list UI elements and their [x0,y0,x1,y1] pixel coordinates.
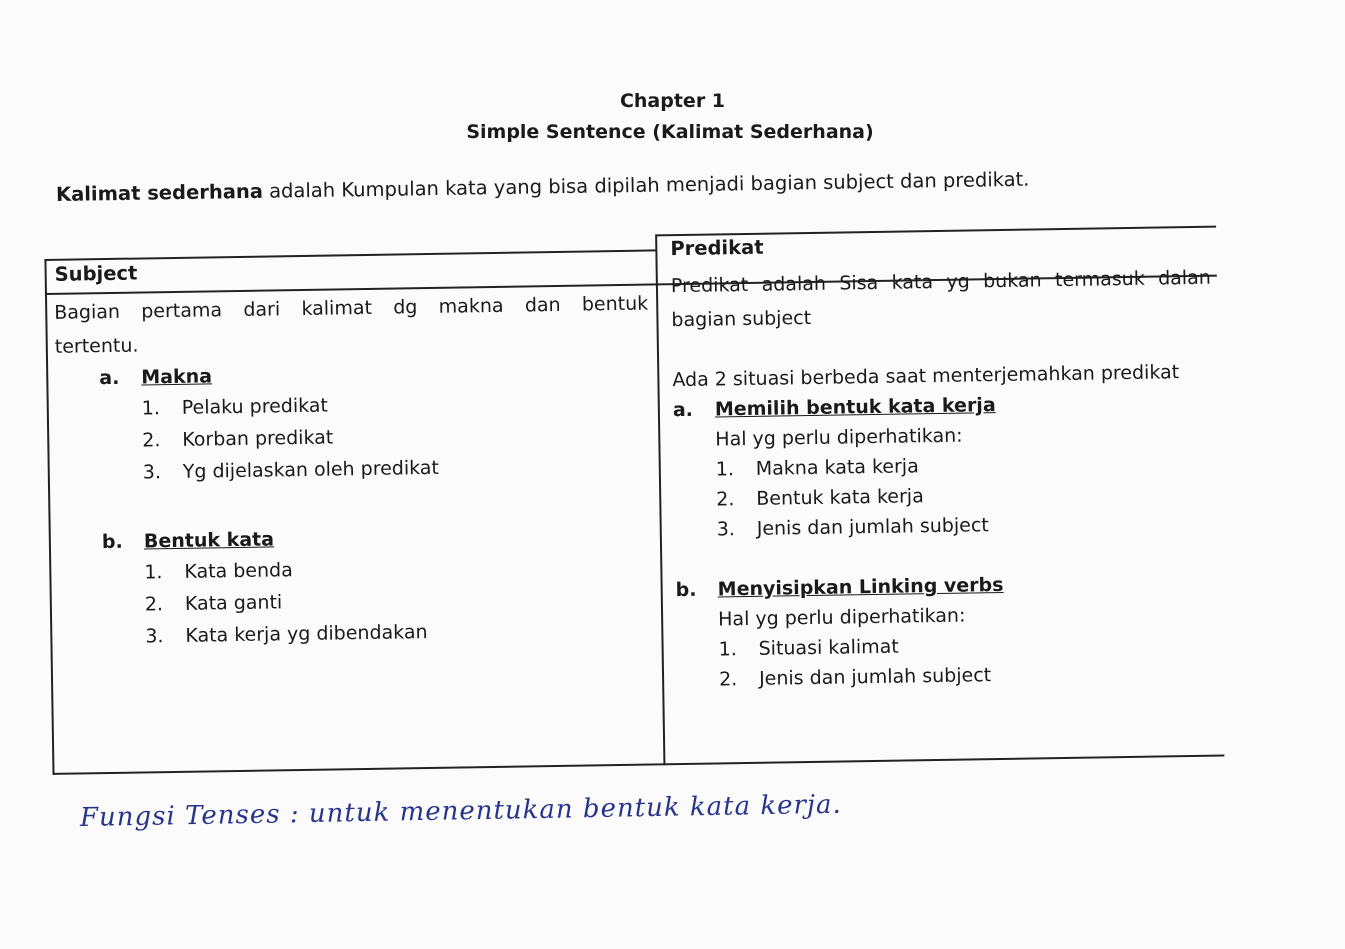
item-number: 3. [142,461,162,484]
item-number: 2. [716,488,735,511]
predikat-column [671,261,1218,695]
item-text: Kata benda [184,559,293,583]
section-note: Hal yg perlu diperhatikan: [717,604,966,631]
item-number: 2. [144,593,164,616]
section-title: Memilih bentuk kata kerja [714,394,996,421]
word: bentuk [581,292,649,316]
word: dg [393,296,418,319]
item-text: Pelaku predikat [181,394,329,419]
item-number: 2. [142,429,161,452]
word: makna [438,294,504,318]
list-marker: b. [101,530,123,554]
item-number: 1. [144,561,163,584]
section-title: Makna [141,365,213,389]
item-text: Kata kerja yg dibendakan [185,621,428,647]
item-text: Situasi kalimat [758,635,899,660]
list-marker: b. [675,578,697,602]
predikat-header: Predikat [670,235,764,261]
section-note: Hal yg perlu diperhatikan: [715,424,963,451]
word: dari [243,298,281,321]
item-text: Makna kata kerja [755,455,919,480]
item-text: Kata ganti [184,591,283,615]
predikat-desc-line2: bagian subject [671,306,812,332]
list-marker: a. [672,398,694,422]
subject-predikat-table [44,214,1222,777]
chapter-title: Simple Sentence (Kalimat Sederhana) [466,121,874,143]
table-column-divider [655,234,665,765]
word: bukan [982,269,1042,293]
chapter-heading: Chapter 1 [619,90,726,112]
subject-desc-line2: tertentu. [54,334,139,358]
table-top-border-left [44,249,656,261]
predikat-intro: Ada 2 situasi berbeda saat menterjemahkan predikat [672,361,1180,392]
intro-text: adalah Kumpulan kata yang bisa dipilah menjadi bagian subject dan predikat. [262,167,1030,203]
intro-paragraph [56,166,1156,206]
item-text: Korban predikat [182,426,334,451]
intro-bold-term: Kalimat sederhana [55,179,264,206]
item-number: 1. [715,458,735,481]
item-number: 1. [141,397,161,420]
table-left-border [44,259,54,775]
item-text: Yg dijelaskan oleh predikat [182,456,440,483]
word: Sisa [839,271,879,295]
word: kalimat [301,296,373,320]
table-top-border-right [656,226,1216,237]
item-text: Jenis dan jumlah subject [756,514,989,540]
item-number: 1. [718,638,737,661]
word: dalan [1157,266,1211,290]
section-title: Menyisipkan Linking verbs [717,573,1004,601]
list-marker: a. [99,366,120,390]
section-title: Bentuk kata [143,528,275,553]
item-text: Jenis dan jumlah subject [758,664,992,690]
word: dan [524,293,561,317]
word: kata [891,271,934,294]
item-number: 2. [718,668,738,691]
subject-header: Subject [54,261,138,286]
word: Bagian [54,300,121,324]
item-number: 3. [145,625,164,648]
word: pertama [141,299,223,323]
item-number: 3. [716,518,736,541]
word: adalah [761,272,827,296]
handwritten-note: Fungsi Tenses : untuk menentukan bentuk kata kerja. [79,789,843,833]
word: Predikat [670,273,749,298]
table-bottom-border [52,755,1224,775]
subject-column [54,287,654,654]
word: termasuk [1054,267,1145,292]
word: yg [946,270,970,293]
item-text: Bentuk kata kerja [756,485,924,510]
